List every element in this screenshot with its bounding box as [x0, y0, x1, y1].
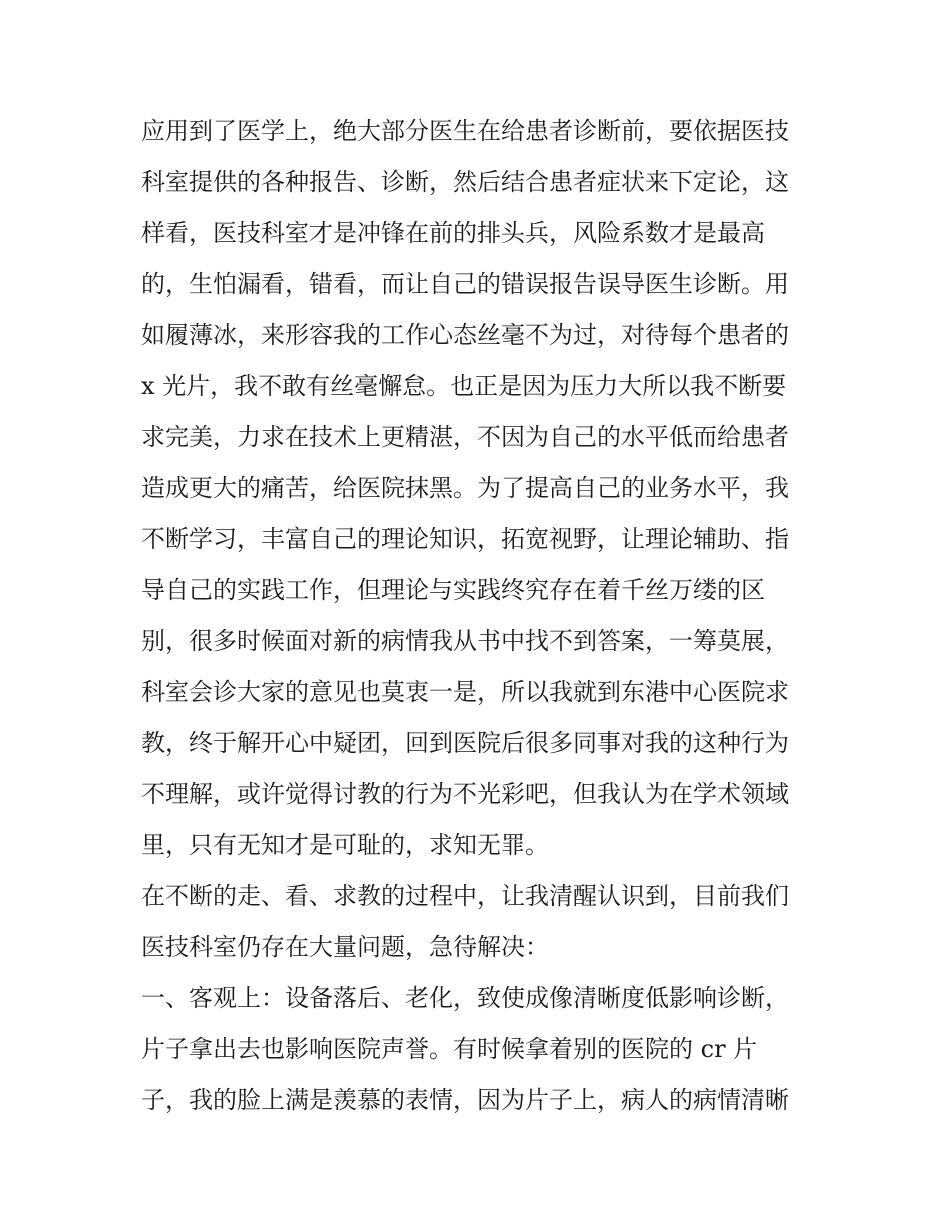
text-line-3: 样看，医技科室才是冲锋在前的排头兵，风险系数才是最高: [141, 219, 765, 247]
text-line-12: 科室会诊大家的意见也莫衷一是，所以我就到东港中心医院求: [141, 678, 789, 706]
text-line-19: 片子拿出去也影响医院声誉。有时候拿着别的医院的 cr 片: [141, 1035, 758, 1063]
text-line-17: 医技科室仍存在大量问题，急待解决：: [141, 933, 549, 961]
text-line-2: 科室提供的各种报告、诊断，然后结合患者症状来下定论，这: [141, 168, 789, 196]
text-line-16: 在不断的走、看、求教的过程中，让我清醒认识到，目前我们: [141, 882, 789, 910]
text-line-18: 一、客观上：设备落后、老化，致使成像清晰度低影响诊断，: [141, 984, 789, 1012]
text-line-5: 如履薄冰，来形容我的工作心态丝毫不为过，对待每个患者的: [141, 321, 789, 349]
text-line-1: 应用到了医学上，绝大部分医生在给患者诊断前，要依据医技: [141, 117, 789, 145]
text-line-15: 里，只有无知才是可耻的，求知无罪。: [141, 831, 549, 859]
text-line-10: 导自己的实践工作，但理论与实践终究存在着千丝万缕的区: [141, 576, 765, 604]
text-line-8: 造成更大的痛苦，给医院抹黑。为了提高自己的业务水平，我: [141, 474, 789, 502]
text-line-4: 的，生怕漏看，错看，而让自己的错误报告误导医生诊断。用: [141, 270, 789, 298]
text-line-11: 别，很多时候面对新的病情我从书中找不到答案，一筹莫展，: [141, 627, 789, 655]
text-line-13: 教，终于解开心中疑团，回到医院后很多同事对我的这种行为: [141, 729, 789, 757]
text-line-9: 不断学习，丰富自己的理论知识，拓宽视野，让理论辅助、指: [141, 525, 789, 553]
text-line-6: x 光片，我不敢有丝毫懈怠。也正是因为压力大所以我不断要: [141, 372, 787, 400]
text-line-7: 求完美，力求在技术上更精湛，不因为自己的水平低而给患者: [141, 423, 789, 451]
body-text: [141, 106, 821, 1126]
text-line-14: 不理解，或许觉得讨教的行为不光彩吧，但我认为在学术领域: [141, 780, 789, 808]
text-line-20: 子，我的脸上满是羡慕的表情，因为片子上，病人的病情清晰: [141, 1086, 789, 1114]
